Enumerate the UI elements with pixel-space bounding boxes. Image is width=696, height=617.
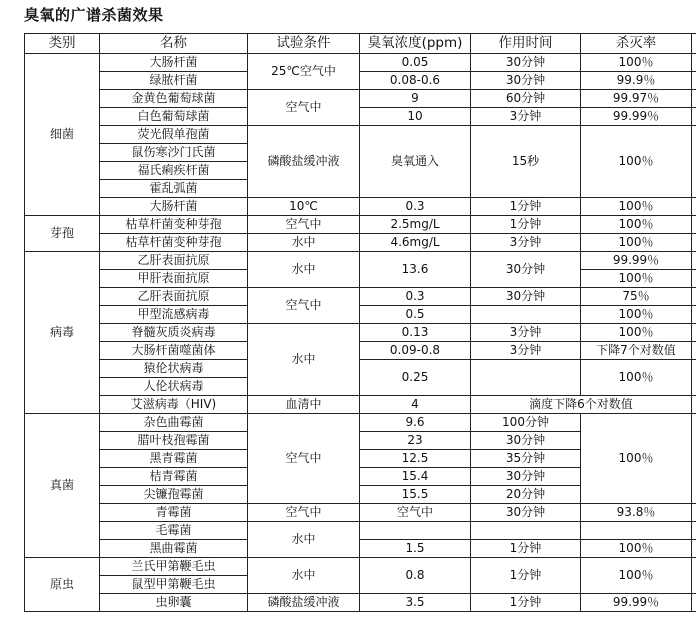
table-cell: 0.05 bbox=[360, 54, 471, 72]
table-cell: 空气中 bbox=[248, 90, 360, 126]
column-header: 臭氧浓度(ppm) bbox=[360, 34, 471, 54]
table-cell: 15.5 bbox=[360, 486, 471, 504]
table-cell: 猿伦状病毒 bbox=[100, 360, 248, 378]
column-header: 名称 bbox=[100, 34, 248, 54]
table-cell: 枯草杆菌变种芽孢 bbox=[100, 234, 248, 252]
table-cell: 桔青霉菌 bbox=[100, 468, 248, 486]
table-cell bbox=[692, 342, 696, 360]
table-cell: 黑曲霉菌 bbox=[100, 540, 248, 558]
table-cell bbox=[692, 54, 696, 72]
table-row bbox=[25, 504, 696, 522]
table-cell: 1分钟 bbox=[471, 540, 581, 558]
table-cell: 1分钟 bbox=[471, 198, 581, 216]
table-cell: 4.6mg/L bbox=[360, 234, 471, 252]
table-cell: 0.8 bbox=[360, 558, 471, 594]
table-cell bbox=[692, 198, 696, 216]
table-row bbox=[25, 216, 696, 234]
table-cell: 霍乱弧菌 bbox=[100, 180, 248, 198]
table-cell: 水中 bbox=[248, 324, 360, 396]
table-cell: 100分钟 bbox=[471, 414, 581, 432]
table-cell: 磷酸盐缓冲液 bbox=[248, 126, 360, 198]
table-cell: 10 bbox=[360, 108, 471, 126]
table-cell: 100％ bbox=[581, 414, 692, 504]
table-cell: 大肠杆菌噬菌体 bbox=[100, 342, 248, 360]
table-cell: 水中 bbox=[248, 234, 360, 252]
table-cell: 15.4 bbox=[360, 468, 471, 486]
table-cell: 空气中 bbox=[248, 288, 360, 324]
table-row bbox=[25, 360, 696, 378]
table-cell: 60分钟 bbox=[471, 90, 581, 108]
table-cell: 甲型流感病毒 bbox=[100, 306, 248, 324]
table-cell: 0.08-0.6 bbox=[360, 72, 471, 90]
table-row bbox=[25, 522, 696, 540]
table-cell bbox=[692, 324, 696, 342]
table-cell: 水中 bbox=[248, 558, 360, 594]
column-header: 类别 bbox=[25, 34, 100, 54]
table-cell: 鼠伤寒沙门氏菌 bbox=[100, 144, 248, 162]
table-row bbox=[25, 324, 696, 342]
table-cell: 真菌 bbox=[25, 414, 100, 558]
table-cell: 病毒 bbox=[25, 252, 100, 414]
table-cell: 99.97％ bbox=[581, 90, 692, 108]
table-cell: 空气中 bbox=[360, 504, 471, 522]
table-cell: 100％ bbox=[581, 306, 692, 324]
table-cell: 100％ bbox=[581, 234, 692, 252]
table-cell: 滴度下降6个对数值 bbox=[471, 396, 692, 414]
table-cell: 100％ bbox=[581, 216, 692, 234]
table-cell: 93.8％ bbox=[581, 504, 692, 522]
table-cell: 空气中 bbox=[248, 504, 360, 522]
table-cell: 水中 bbox=[248, 252, 360, 288]
table-cell bbox=[692, 396, 696, 414]
table-cell: 9 bbox=[360, 90, 471, 108]
table-cell: 15秒 bbox=[471, 126, 581, 198]
table-row bbox=[25, 540, 696, 558]
table-cell bbox=[692, 90, 696, 108]
ozone-effect-table bbox=[24, 33, 696, 612]
table-cell: 1分钟 bbox=[471, 558, 581, 594]
table-row bbox=[25, 306, 696, 324]
table-row bbox=[25, 234, 696, 252]
table-cell: 0.3 bbox=[360, 198, 471, 216]
table-cell: 芽孢 bbox=[25, 216, 100, 252]
table-row bbox=[25, 72, 696, 90]
table-cell bbox=[692, 558, 696, 594]
table-cell bbox=[692, 288, 696, 306]
table-cell: 3分钟 bbox=[471, 342, 581, 360]
table-cell: 1.5 bbox=[360, 540, 471, 558]
table-cell: 白色葡萄球菌 bbox=[100, 108, 248, 126]
table-cell: 乙肝表面抗原 bbox=[100, 252, 248, 270]
column-header: 作用时间 bbox=[471, 34, 581, 54]
table-cell: 1分钟 bbox=[471, 216, 581, 234]
table-cell: 空气中 bbox=[248, 414, 360, 504]
table-cell bbox=[471, 522, 581, 540]
table-cell bbox=[692, 234, 696, 252]
table-cell: 100％ bbox=[581, 558, 692, 594]
column-header: 杀灭率 bbox=[581, 34, 692, 54]
table-cell: 甲肝表面抗原 bbox=[100, 270, 248, 288]
table-cell: 人伦状病毒 bbox=[100, 378, 248, 396]
table-cell: 0.25 bbox=[360, 360, 471, 396]
table-cell: 3分钟 bbox=[471, 108, 581, 126]
ozone-effect-table-container bbox=[24, 33, 696, 612]
table-cell: 3分钟 bbox=[471, 234, 581, 252]
table-cell bbox=[692, 216, 696, 234]
table-cell: 磷酸盐缓冲液 bbox=[248, 594, 360, 612]
table-cell: 9.6 bbox=[360, 414, 471, 432]
table-cell: 臭氧通入 bbox=[360, 126, 471, 198]
table-cell: 下降7个对数值 bbox=[581, 342, 692, 360]
table-row bbox=[25, 252, 696, 270]
table-cell bbox=[692, 72, 696, 90]
table-cell: 75％ bbox=[581, 288, 692, 306]
table-cell: 乙肝表面抗原 bbox=[100, 288, 248, 306]
table-row bbox=[25, 90, 696, 108]
table-cell: 水中 bbox=[248, 522, 360, 558]
table-row bbox=[25, 54, 696, 72]
table-cell: 兰氏甲第鞭毛虫 bbox=[100, 558, 248, 576]
table-cell bbox=[692, 414, 696, 504]
table-cell: 艾滋病毒（HIV) bbox=[100, 396, 248, 414]
table-cell: 0.13 bbox=[360, 324, 471, 342]
table-cell: 30分钟 bbox=[471, 252, 581, 288]
table-cell: 青霉菌 bbox=[100, 504, 248, 522]
column-header bbox=[692, 34, 696, 54]
table-cell bbox=[692, 594, 696, 612]
table-cell: 鼠型甲第鞭毛虫 bbox=[100, 576, 248, 594]
table-cell: 金黄色葡萄球菌 bbox=[100, 90, 248, 108]
table-cell: 毛霉菌 bbox=[100, 522, 248, 540]
table-cell bbox=[692, 540, 696, 558]
table-cell: 血清中 bbox=[248, 396, 360, 414]
table-cell: 细菌 bbox=[25, 54, 100, 216]
table-cell: 99.9％ bbox=[581, 72, 692, 90]
table-cell: 100％ bbox=[581, 54, 692, 72]
table-cell bbox=[360, 522, 471, 540]
table-cell: 13.6 bbox=[360, 252, 471, 288]
table-cell: 30分钟 bbox=[471, 288, 581, 306]
table-cell: 黑青霉菌 bbox=[100, 450, 248, 468]
table-cell: 福氏痢疾杆菌 bbox=[100, 162, 248, 180]
table-cell bbox=[692, 270, 696, 288]
table-row bbox=[25, 558, 696, 576]
table-cell: 2.5mg/L bbox=[360, 216, 471, 234]
table-cell: 100％ bbox=[581, 540, 692, 558]
table-cell: 23 bbox=[360, 432, 471, 450]
table-row bbox=[25, 342, 696, 360]
table-cell: 35分钟 bbox=[471, 450, 581, 468]
table-cell: 大肠杆菌 bbox=[100, 198, 248, 216]
table-cell: 1分钟 bbox=[471, 594, 581, 612]
table-cell: 100％ bbox=[581, 360, 692, 396]
table-cell: 30分钟 bbox=[471, 54, 581, 72]
table-row bbox=[25, 126, 696, 144]
table-cell: 大肠杆菌 bbox=[100, 54, 248, 72]
table-cell: 25℃空气中 bbox=[248, 54, 360, 90]
table-cell bbox=[471, 360, 581, 396]
table-cell: 12.5 bbox=[360, 450, 471, 468]
column-header: 试验条件 bbox=[248, 34, 360, 54]
table-cell: 100％ bbox=[581, 324, 692, 342]
table-cell: 20分钟 bbox=[471, 486, 581, 504]
table-cell: 空气中 bbox=[248, 216, 360, 234]
table-cell: 30分钟 bbox=[471, 468, 581, 486]
table-cell bbox=[581, 522, 692, 540]
header-row bbox=[25, 34, 696, 54]
table-row bbox=[25, 288, 696, 306]
table-cell: 99.99％ bbox=[581, 594, 692, 612]
table-cell: 虫卵囊 bbox=[100, 594, 248, 612]
table-cell: 100％ bbox=[581, 270, 692, 288]
table-cell: 30分钟 bbox=[471, 504, 581, 522]
table-cell: 荧光假单孢菌 bbox=[100, 126, 248, 144]
table-row bbox=[25, 396, 696, 414]
page-title: 臭氧的广谱杀菌效果 bbox=[24, 6, 164, 24]
table-cell: 4 bbox=[360, 396, 471, 414]
table-cell bbox=[692, 360, 696, 396]
table-row bbox=[25, 414, 696, 432]
table-cell: 0.3 bbox=[360, 288, 471, 306]
table-cell: 3分钟 bbox=[471, 324, 581, 342]
table-cell: 绿脓杆菌 bbox=[100, 72, 248, 90]
table-cell: 99.99％ bbox=[581, 108, 692, 126]
table-cell: 尖镰孢霉菌 bbox=[100, 486, 248, 504]
table-cell bbox=[692, 252, 696, 270]
table-row bbox=[25, 198, 696, 216]
table-cell bbox=[692, 108, 696, 126]
table-cell: 30分钟 bbox=[471, 432, 581, 450]
table-cell: 脊髓灰质炎病毒 bbox=[100, 324, 248, 342]
table-row bbox=[25, 594, 696, 612]
table-cell bbox=[692, 522, 696, 540]
table-cell bbox=[471, 306, 581, 324]
table-cell bbox=[692, 306, 696, 324]
table-cell: 枯草杆菌变种芽孢 bbox=[100, 216, 248, 234]
table-cell: 0.09-0.8 bbox=[360, 342, 471, 360]
table-cell: 99.99％ bbox=[581, 252, 692, 270]
table-cell bbox=[692, 126, 696, 198]
table-cell: 10℃ bbox=[248, 198, 360, 216]
table-row bbox=[25, 108, 696, 126]
table-cell bbox=[692, 504, 696, 522]
table-cell: 杂色曲霉菌 bbox=[100, 414, 248, 432]
table-cell: 0.5 bbox=[360, 306, 471, 324]
table-cell: 100％ bbox=[581, 198, 692, 216]
table-cell: 腊叶枝孢霉菌 bbox=[100, 432, 248, 450]
table-cell: 100％ bbox=[581, 126, 692, 198]
table-cell: 30分钟 bbox=[471, 72, 581, 90]
table-cell: 3.5 bbox=[360, 594, 471, 612]
table-cell: 原虫 bbox=[25, 558, 100, 612]
